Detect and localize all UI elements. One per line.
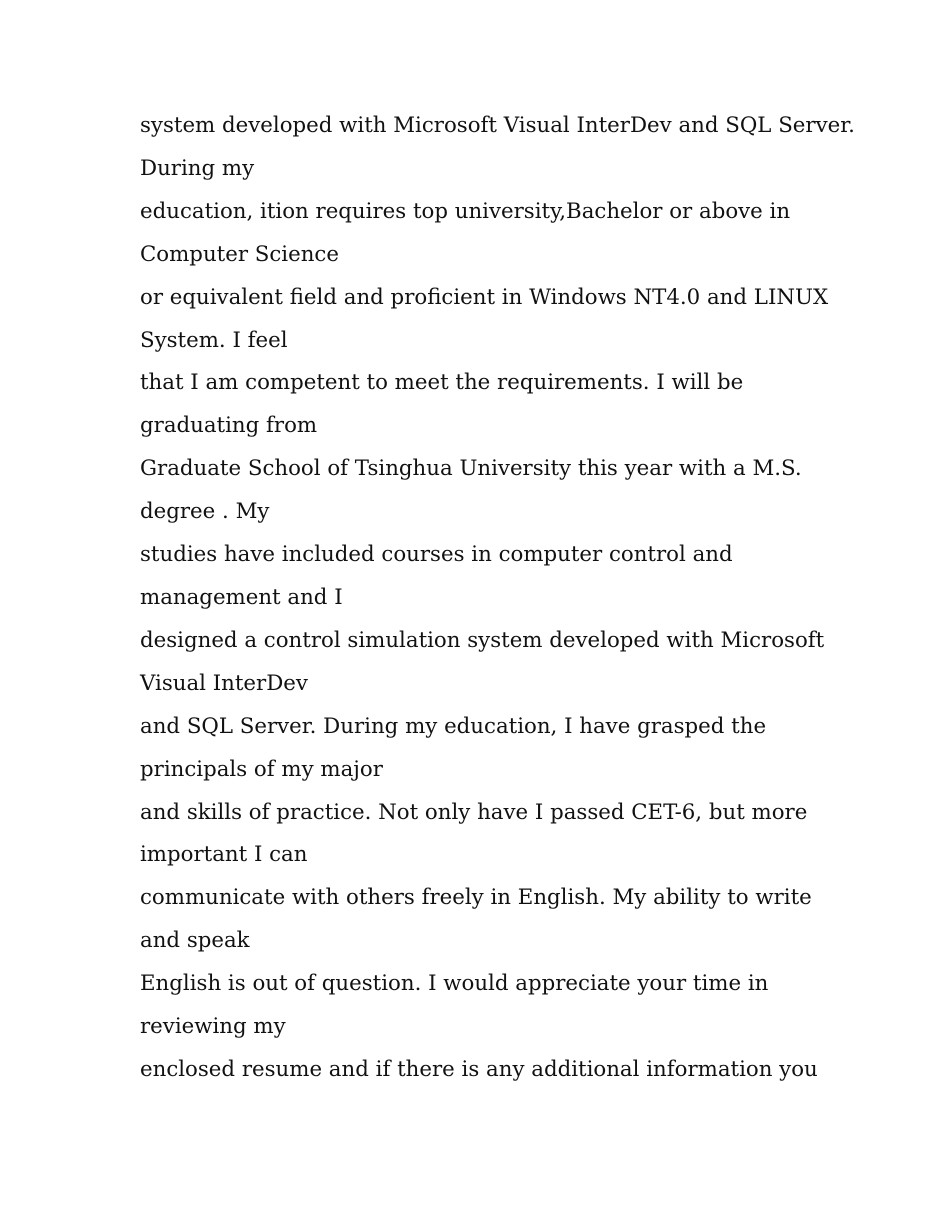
text-line: English is out of question. I would appreciate your time in [140, 971, 769, 997]
text-line: During my [140, 155, 255, 181]
text-line: Computer Science [140, 241, 339, 267]
text-line: system developed with Microsoft Visual InterDev and SQL Server. [140, 113, 855, 138]
text-line: designed a control simulation system developed with Microsoft [140, 627, 825, 653]
text-line: management and I [140, 584, 343, 610]
body-text [140, 105, 855, 1092]
text-line: important I can [140, 842, 308, 868]
text-line: and speak [140, 928, 250, 954]
text-line: graduating from [140, 413, 318, 439]
text-line: System. I feel [140, 327, 288, 353]
text-line: that I am competent to meet the requirements. I will be [140, 370, 744, 396]
text-line: degree . My [140, 499, 270, 525]
text-line: reviewing my [140, 1014, 286, 1040]
text-line: or equivalent field and proficient in Windows NT4.0 and LINUX [140, 284, 829, 310]
text-line: Graduate School of Tsinghua University this year with a M.S. [140, 456, 802, 482]
text-line: communicate with others freely in English. My ability to write [140, 885, 812, 911]
text-line: Visual InterDev [140, 670, 308, 696]
text-line: and SQL Server. During my education, I have grasped the [140, 713, 767, 739]
text-line: education, ition requires top university,Bachelor or above in [140, 198, 791, 224]
text-line: and skills of practice. Not only have I passed CET-6, but more [140, 799, 808, 825]
text-line: studies have included courses in computer control and [140, 542, 733, 568]
text-line: principals of my major [140, 756, 383, 782]
text-line: enclosed resume and if there is any additional information you [140, 1056, 818, 1082]
